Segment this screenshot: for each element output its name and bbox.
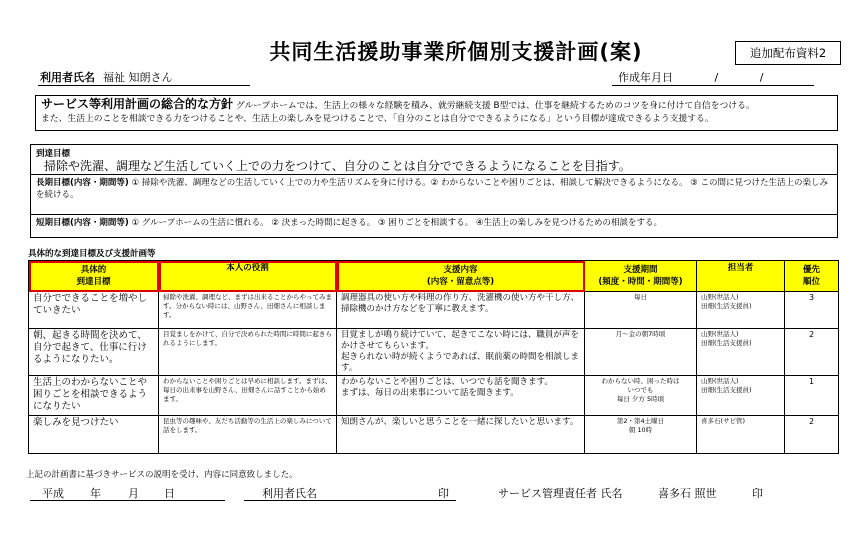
short-term-goal-text: ① グループホームの生活に慣れる。 ② 決まった時間に起きる。 ③ 困りごとを相談する。 ④生活上の楽しみを見つけるための相談をする。: [131, 218, 663, 228]
cell-support: 調理器具の使い方や料理の作り方、洗濯機の使い方や干し方、掃除機のかけ方などを丁寧に教えます。: [337, 292, 585, 329]
cell-role: 掃除や洗濯、調理など、まずは出来ることからやってみます。分からない時には、山野さん、田畑さんに相談します。: [159, 292, 337, 329]
cell-priority: 1: [785, 376, 839, 416]
header-staff: 担当者: [697, 261, 785, 292]
table-row: [29, 292, 839, 329]
cell-goal: 楽しみを見つけたい: [29, 416, 159, 454]
overall-policy-text-1: グループホームでは、生活上の様々な経験を積み、就労継続支援 B型では、仕事を継続するためのコツを身に付けて自信をつける。: [235, 101, 755, 111]
signature-month: 月: [128, 487, 139, 500]
mid-term-goal-text: ① 掃除や洗濯、調理などの生活していく上での力や生活リズムを身に付ける。② わからないことや困りごとは、相談して解決できるようになる。 ③ この間に見つけた生活上の楽しみを続ける。: [36, 178, 828, 200]
overall-policy-label: サービス等利用計画の総合的な方針: [41, 97, 234, 111]
cell-staff: 山野(世話人) 田畑(生活支援員): [697, 329, 785, 376]
cell-period: 第2・第4土曜日 朝 10時: [585, 416, 697, 454]
manager-name: 喜多石 照世: [658, 487, 717, 500]
cell-role: 昆虫等の趣味や、友だち活動等の生活上の楽しみについて話をします。: [159, 416, 337, 454]
cell-staff: 喜多石(サビ管): [697, 416, 785, 454]
section-label: 具体的な到達目標及び支援計画等: [28, 249, 156, 259]
goals-box: [30, 144, 838, 238]
cell-period: わからない時、困った時は いつでも 毎日 夕方 5時頃: [585, 376, 697, 416]
cell-support: わからないことや困りごとは、いつでも話を聞きます。 まずは、毎日の出来事について話を聞きます。: [337, 376, 585, 416]
header-role: 本人の役割: [159, 261, 337, 292]
cell-goal: 自分でできることを増やしていきたい: [29, 292, 159, 329]
manager-label: サービス管理責任者 氏名: [498, 487, 623, 500]
cell-role: 目覚ましをかけて、自分で決められた時間に時間に起きられるようにします。: [159, 329, 337, 376]
cell-priority: 2: [785, 416, 839, 454]
header-period: 支援期間 (頻度・時間・期間等): [585, 261, 697, 292]
cell-staff: 山野(世話人) 田畑(生活支援員): [697, 376, 785, 416]
mid-term-goal-row: [31, 175, 837, 215]
long-term-goal-text: 掃除や洗濯、調理など生活していく上での力をつけて、自分のことは自分でできるようになることを目指す。: [44, 159, 631, 173]
header-support: 支援内容 (内容・留意点等): [337, 261, 585, 292]
consent-statement: 上記の計画書に基づきサービスの説明を受け、内容に同意致しました。: [26, 470, 298, 480]
header-priority: 優先 順位: [785, 261, 839, 292]
table-row: [29, 416, 839, 454]
user-name-value: 福祉 知朗さん: [103, 71, 173, 84]
document-tag: 追加配布資料2: [735, 41, 841, 65]
cell-role: わからないことや困りごとは早めに相談します。まずは、毎日の出来事を山野さん、田畑さんに話すことから始めます。: [159, 376, 337, 416]
table-row: [29, 329, 839, 376]
cell-period: 月～金の朝7時頃: [585, 329, 697, 376]
short-term-goal-label: 短期目標(内容・期間等): [36, 218, 129, 228]
user-name-underline: [38, 85, 250, 86]
short-term-goal-row: [31, 215, 837, 237]
date-underline: [30, 500, 225, 501]
user-name-field: [40, 69, 173, 85]
header-goal: 具体的 到達目標: [29, 261, 159, 292]
manager-seal: 印: [752, 487, 763, 500]
cell-goal: 朝、起きる時間を決めて、自分で起きて、仕事に行けるようになりたい。: [29, 329, 159, 376]
table-header-row: [29, 261, 839, 292]
created-date-slash-1: /: [714, 71, 719, 84]
overall-policy-box: [35, 95, 838, 131]
cell-period: 毎日: [585, 292, 697, 329]
user-name-label: 利用者氏名: [40, 71, 95, 84]
long-term-goal-label: 到達目標: [36, 149, 71, 159]
created-date-underline: [612, 85, 814, 86]
support-plan-table: [28, 260, 839, 454]
created-date-slash-2: /: [759, 71, 764, 84]
page-title: 共同生活援助事業所個別支援計画(案): [269, 40, 643, 64]
signature-day: 日: [164, 487, 175, 500]
long-term-goal-row: [31, 145, 837, 175]
signature-year: 年: [90, 487, 101, 500]
signature-era: 平成: [42, 487, 64, 500]
cell-support: 知朗さんが、楽しいと思うことを一緒に探したいと思います。: [337, 416, 585, 454]
user-signature-underline: [244, 500, 456, 501]
signature-user-seal: 印: [438, 487, 449, 500]
signature-user-label: 利用者氏名: [262, 487, 317, 500]
mid-term-goal-label: 長期目標(内容・期間等): [36, 178, 129, 188]
created-date-label: 作成年月日: [618, 71, 673, 84]
overall-policy-text-2: また、生活上のことを相談できる力をつけることや、生活上の楽しみを見つけることで、「自分のことは自分でできるようになる」という目標が達成できるよう支援する。: [41, 114, 714, 124]
cell-goal: 生活上のわからないことや困りごとを相談できるようになりたい: [29, 376, 159, 416]
table-row: [29, 376, 839, 416]
cell-support: 目覚ましが鳴り続けていて、起きてこない時には、職員が声をかけさせてもらいます。 起きられない時が続くようであれば、眠前薬の時間を相談します。: [337, 329, 585, 376]
created-date-field: [618, 69, 763, 85]
cell-staff: 山野(世話人) 田畑(生活支援員): [697, 292, 785, 329]
cell-priority: 3: [785, 292, 839, 329]
cell-priority: 2: [785, 329, 839, 376]
